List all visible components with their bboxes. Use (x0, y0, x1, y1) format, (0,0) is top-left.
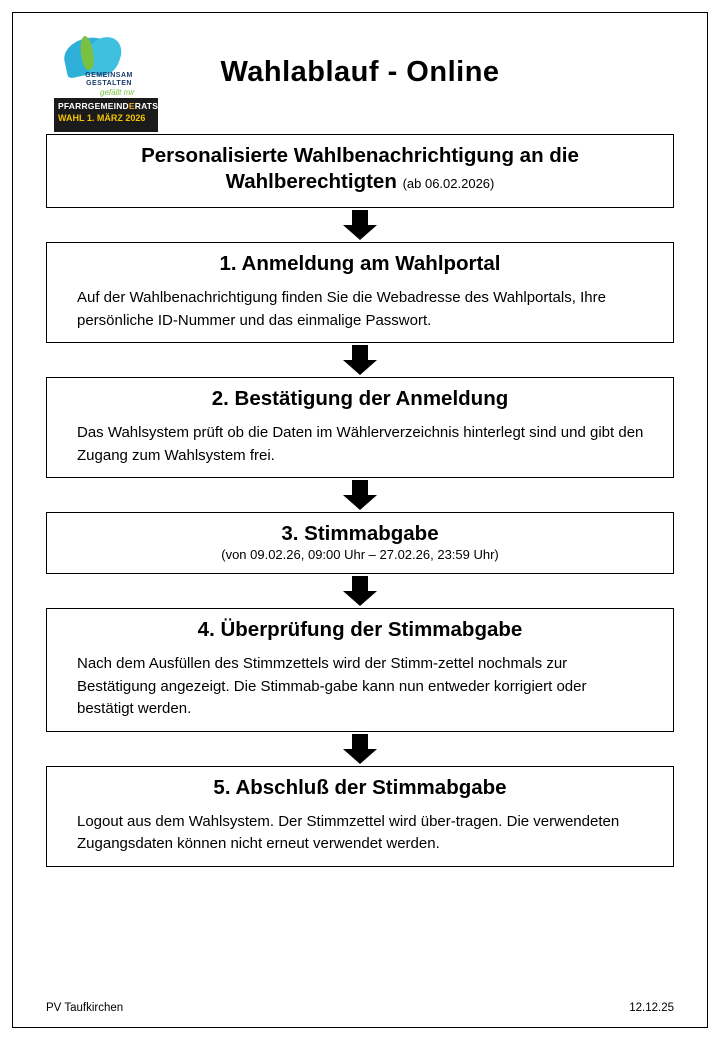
flow-box-step-4 (46, 608, 674, 732)
flow-box-subtitle: (von 09.02.26, 09:00 Uhr – 27.02.26, 23:59 Uhr) (221, 547, 499, 562)
flow-box-body: Nach dem Ausfüllen des Stimmzettels wird der Stimm-zettel nochmals zur Bestätigung angezeigt. Die Stimmab-gabe kann nun entweder korrigiert oder bestätigt werden. (77, 655, 587, 717)
flow-box-title: 5. Abschluß der Stimmabgabe (213, 775, 507, 799)
flow-box-title: 2. Bestätigung der Anmeldung (211, 387, 509, 410)
flow-box-body: Das Wahlsystem prüft ob die Daten im Wählerverzeichnis hinterlegt sind und gibt den Zugang zum Wahlsystem frei. (77, 424, 644, 464)
footer (46, 1002, 674, 1014)
flow-box-body: Logout aus dem Wahlsystem. Der Stimmzettel wird über-tragen. Die verwendeten Zugangsdaten können nicht erneut verwendet werden. (77, 812, 620, 852)
down-arrow-icon (343, 480, 377, 510)
down-arrow-icon (343, 734, 377, 764)
logo-claim-line1: GEMEINSAM (85, 72, 133, 79)
header (46, 30, 674, 134)
flow-box-body: Auf der Wahlbenachrichtigung finden Sie die Webadresse des Wahlportals, Ihre persönliche ID-Nummer und das einmalige Passwort. (77, 289, 606, 329)
flow-arrow-2 (46, 343, 674, 377)
flow-arrow-4 (46, 574, 674, 608)
down-arrow-icon (343, 345, 377, 375)
page-title: Wahlablauf - Online (220, 56, 500, 88)
flow-box-step-2 (46, 377, 674, 478)
flow-box-step-3 (46, 512, 674, 574)
flow-box-title: 4. Überprüfung der Stimmabgabe (197, 618, 523, 641)
flow-arrow-1 (46, 208, 674, 242)
logo-election-banner (54, 98, 162, 132)
flow-box-step-1 (46, 242, 674, 343)
flow-arrow-5 (46, 732, 674, 766)
logo-banner-line1: PFARRGEMEINDERATS- (58, 101, 162, 111)
logo-banner-line2: WAHL 1. MÄRZ 2026 (58, 113, 146, 123)
flow-box-title: 3. Stimmabgabe (281, 522, 439, 545)
flow-box-title-suffix: (ab 06.02.2026) (402, 176, 495, 191)
down-arrow-icon (343, 576, 377, 606)
logo-script-text: gefällt mir (100, 88, 135, 97)
footer-right: 12.12.25 (629, 1002, 674, 1014)
footer-left: PV Taufkirchen (46, 1002, 124, 1014)
diagram-content (12, 12, 708, 867)
flow-box-step-5 (46, 766, 674, 867)
flow-box-title: Personalisierte Wahlbenachrichtigung an die Wahlberechtigten (ab 06.02.2026) (141, 144, 579, 193)
flow-box-notification (46, 134, 674, 208)
logo-claim-line2: GESTALTEN (86, 80, 132, 87)
flow-box-title: 1. Anmeldung am Wahlportal (219, 252, 501, 275)
flow-arrow-3 (46, 478, 674, 512)
down-arrow-icon (343, 210, 377, 240)
